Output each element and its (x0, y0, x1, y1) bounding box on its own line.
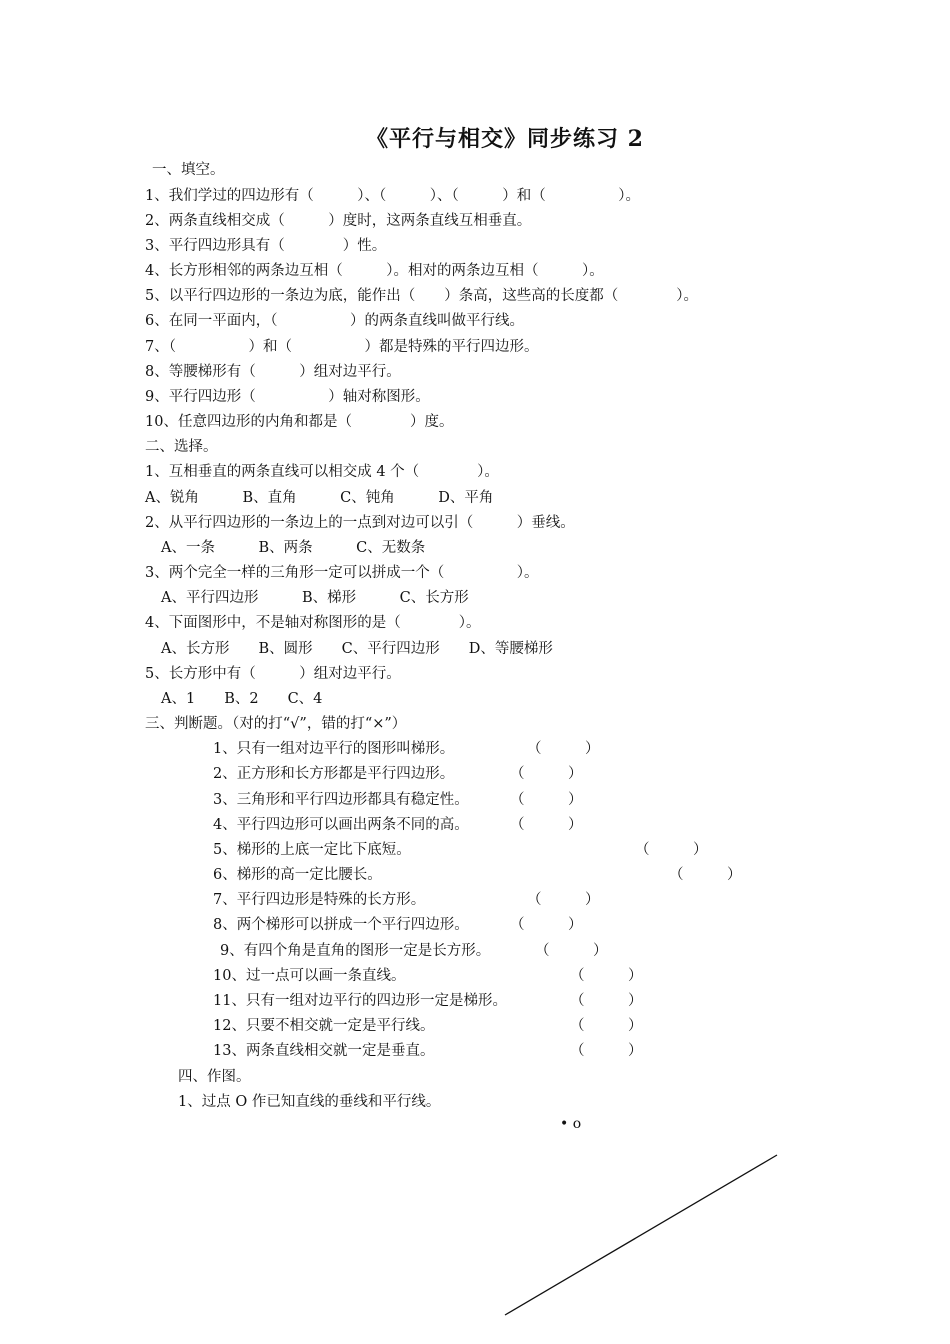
judge-item-7: 7、平行四边形是特殊的长方形。 (213, 892, 426, 908)
judge-blank-3: （ ） (510, 792, 583, 808)
fill-item-1: 1、我们学过的四边形有（ ）、（ ）、（ ）和（ ）。 (145, 188, 640, 204)
judge-item-4: 4、平行四边形可以画出两条不同的高。 (213, 817, 469, 833)
given-line (505, 1155, 777, 1315)
judge-item-1: 1、只有一组对边平行的图形叫梯形。 (213, 741, 455, 757)
choice-options-5: A、1 B、2 C、4 (161, 691, 323, 707)
judge-blank-4: （ ） (510, 817, 583, 833)
judge-item-8: 8、两个梯形可以拼成一个平行四边形。 (213, 917, 469, 933)
judge-blank-8: （ ） (510, 917, 583, 933)
choice-question-4: 4、下面图形中，不是轴对称图形的是（ ）。 (145, 615, 481, 631)
choice-options-4: A、长方形 B、圆形 C、平行四边形 D、等腰梯形 (161, 641, 553, 657)
fill-item-4: 4、长方形相邻的两条边互相（ ）。相对的两条边互相（ ）。 (145, 263, 604, 279)
judge-item-10: 10、过一点可以画一条直线。 (213, 968, 406, 984)
judge-item-13: 13、两条直线相交就一定是垂直。 (213, 1043, 435, 1059)
fill-item-5: 5、以平行四边形的一条边为底，能作出（ ）条高，这些高的长度都（ ）。 (145, 288, 698, 304)
judge-item-6: 6、梯形的高一定比腰长。 (213, 867, 382, 883)
judge-blank-11: （ ） (570, 993, 643, 1009)
fill-item-10: 10、任意四边形的内角和都是（ ）度。 (145, 414, 454, 430)
judge-blank-2: （ ） (510, 766, 583, 782)
judge-item-5: 5、梯形的上底一定比下底短。 (213, 842, 411, 858)
fill-item-9: 9、平行四边形（ ）轴对称图形。 (145, 389, 430, 405)
judge-blank-10: （ ） (570, 968, 643, 984)
judge-item-3: 3、三角形和平行四边形都具有稳定性。 (213, 792, 469, 808)
fill-item-6: 6、在同一平面内，（ ）的两条直线叫做平行线。 (145, 313, 524, 329)
choice-options-2: A、一条 B、两条 C、无数条 (161, 540, 426, 556)
judge-item-11: 11、只有一组对边平行的四边形一定是梯形。 (213, 993, 507, 1009)
judge-blank-9: （ ） (535, 943, 608, 959)
judge-blank-1: （ ） (527, 741, 600, 757)
choice-options-3: A、平行四边形 B、梯形 C、长方形 (161, 590, 469, 606)
judge-blank-7: （ ） (527, 892, 600, 908)
page-title: 《平行与相交》同步练习 2 (366, 126, 644, 152)
fill-item-8: 8、等腰梯形有（ ）组对边平行。 (145, 364, 401, 380)
judge-blank-13: （ ） (570, 1043, 643, 1059)
judge-blank-5: （ ） (635, 842, 708, 858)
fill-item-2: 2、两条直线相交成（ ）度时，这两条直线互相垂直。 (145, 213, 532, 229)
fill-item-7: 7、（ ）和（ ）都是特殊的平行四边形。 (145, 339, 539, 355)
choice-question-2: 2、从平行四边形的一条边上的一点到对边可以引（ ）垂线。 (145, 515, 575, 531)
point-o-label: • o (560, 1116, 582, 1132)
section-fill-heading: 一、填空。 (152, 162, 225, 178)
judge-blank-12: （ ） (570, 1018, 643, 1034)
draw-item-1: 1、过点 O 作已知直线的垂线和平行线。 (178, 1094, 441, 1110)
judge-item-2: 2、正方形和长方形都是平行四边形。 (213, 766, 455, 782)
choice-question-3: 3、两个完全一样的三角形一定可以拼成一个（ ）。 (145, 565, 539, 581)
section-choice-heading: 二、选择。 (145, 439, 218, 455)
choice-question-1: 1、互相垂直的两条直线可以相交成 4 个（ ）。 (145, 464, 499, 480)
section-draw-heading: 四、作图。 (178, 1069, 251, 1085)
judge-item-12: 12、只要不相交就一定是平行线。 (213, 1018, 435, 1034)
choice-question-5: 5、长方形中有（ ）组对边平行。 (145, 666, 401, 682)
fill-item-3: 3、平行四边形具有（ ）性。 (145, 238, 387, 254)
judge-blank-6: （ ） (669, 867, 742, 883)
choice-options-1: A、锐角 B、直角 C、钝角 D、平角 (145, 490, 494, 506)
section-judge-heading: 三、判断题。（对的打“√”，错的打“×”） (145, 716, 407, 732)
judge-item-9: 9、有四个角是直角的图形一定是长方形。 (220, 943, 491, 959)
